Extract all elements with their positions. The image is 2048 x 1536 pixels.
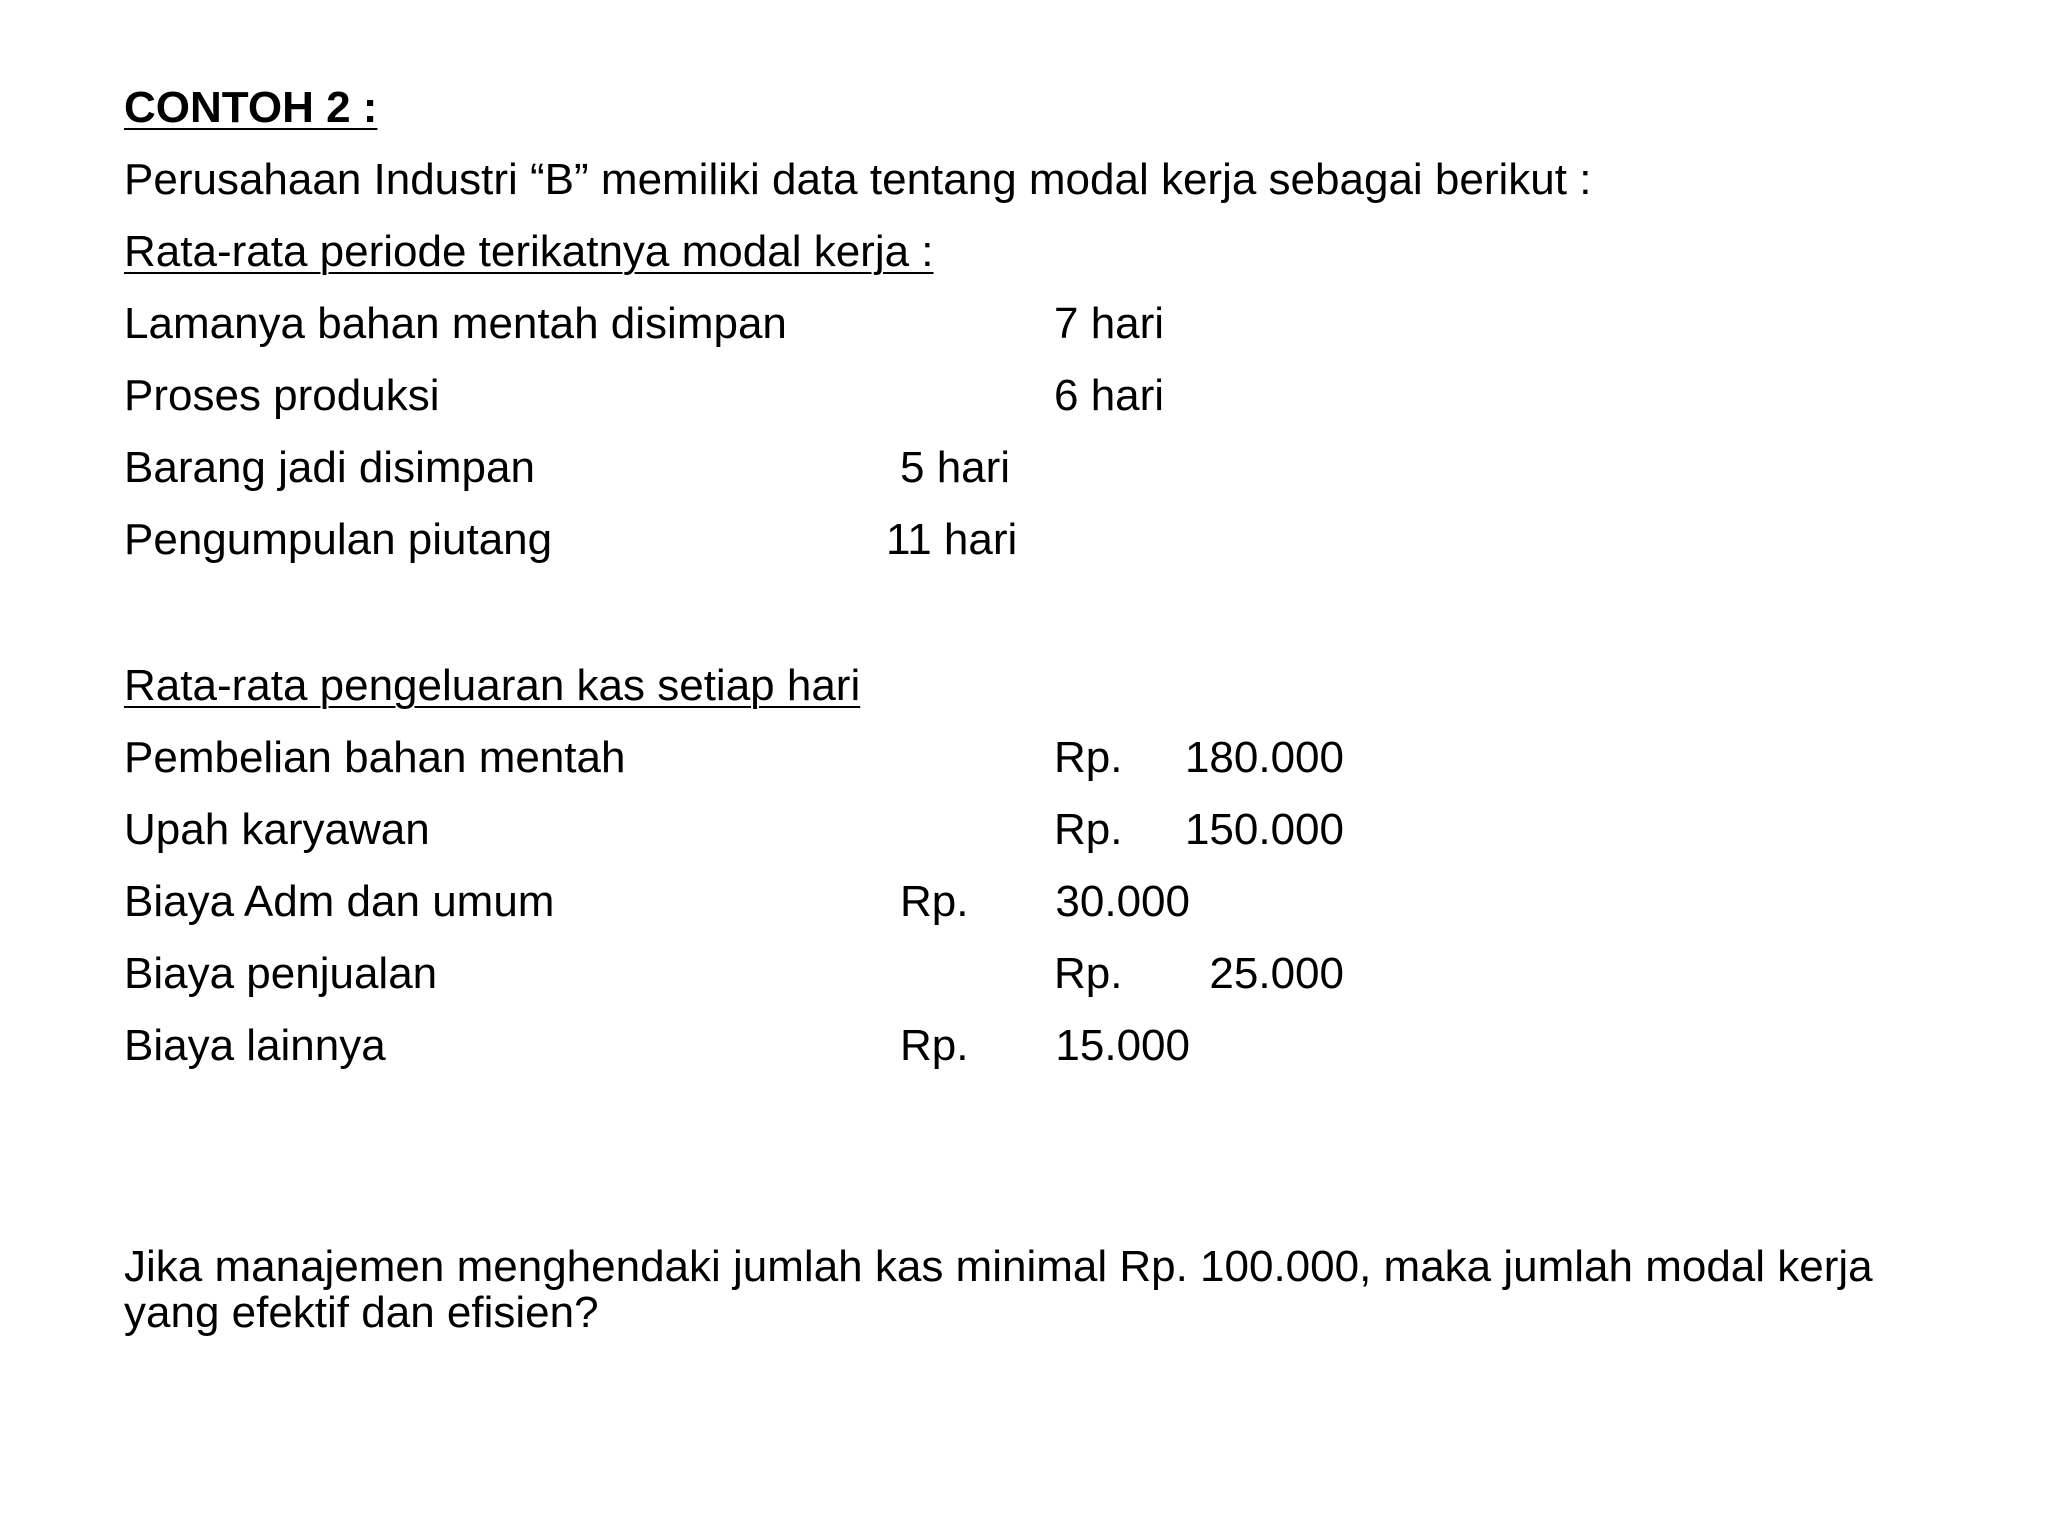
cash-amount: 30.000 bbox=[1055, 877, 1190, 926]
cash-amount: 180.000 bbox=[1184, 733, 1344, 782]
question-text: Jika manajemen menghendaki jumlah kas minimal Rp. 100.000, maka jumlah modal kerja yang efektif dan efisien? bbox=[124, 1242, 1873, 1337]
cash-label: Biaya Adm dan umum bbox=[124, 877, 555, 926]
period-row bbox=[124, 442, 1824, 494]
currency-symbol: Rp. bbox=[1054, 733, 1123, 782]
cash-row bbox=[124, 876, 1824, 928]
period-row bbox=[124, 370, 1824, 422]
cash-amount: 15.000 bbox=[1055, 1021, 1190, 1070]
currency-symbol: Rp. bbox=[900, 877, 969, 926]
section-heading-period: Rata-rata periode terikatnya modal kerja : bbox=[124, 227, 934, 276]
cash-label: Biaya penjualan bbox=[124, 949, 438, 998]
cash-label: Upah karyawan bbox=[124, 805, 430, 854]
period-value: 11 hari bbox=[886, 515, 1018, 564]
period-row bbox=[124, 298, 1824, 350]
cash-amount: 25.000 bbox=[1209, 949, 1344, 998]
cash-row bbox=[124, 804, 1824, 856]
cash-amount: 150.000 bbox=[1184, 805, 1344, 854]
period-value: 5 hari bbox=[900, 443, 1011, 492]
intro-text: Perusahaan Industri “B” memiliki data tentang modal kerja sebagai berikut : bbox=[124, 155, 1592, 204]
cash-label: Pembelian bahan mentah bbox=[124, 733, 626, 782]
cash-row bbox=[124, 948, 1824, 1000]
period-label: Barang jadi disimpan bbox=[124, 443, 535, 492]
section-heading-cash: Rata-rata pengeluaran kas setiap hari bbox=[124, 661, 861, 710]
period-row bbox=[124, 514, 1824, 566]
period-label: Lamanya bahan mentah disimpan bbox=[124, 299, 787, 348]
currency-symbol: Rp. bbox=[900, 1021, 969, 1070]
period-label: Proses produksi bbox=[124, 371, 440, 420]
page-title: CONTOH 2 : bbox=[124, 83, 378, 132]
currency-symbol: Rp. bbox=[1054, 949, 1123, 998]
cash-row bbox=[124, 732, 1824, 784]
period-value: 6 hari bbox=[1054, 371, 1165, 420]
cash-row bbox=[124, 1020, 1824, 1072]
cash-label: Biaya lainnya bbox=[124, 1021, 386, 1070]
period-value: 7 hari bbox=[1054, 299, 1165, 348]
period-label: Pengumpulan piutang bbox=[124, 515, 553, 564]
currency-symbol: Rp. bbox=[1054, 805, 1123, 854]
